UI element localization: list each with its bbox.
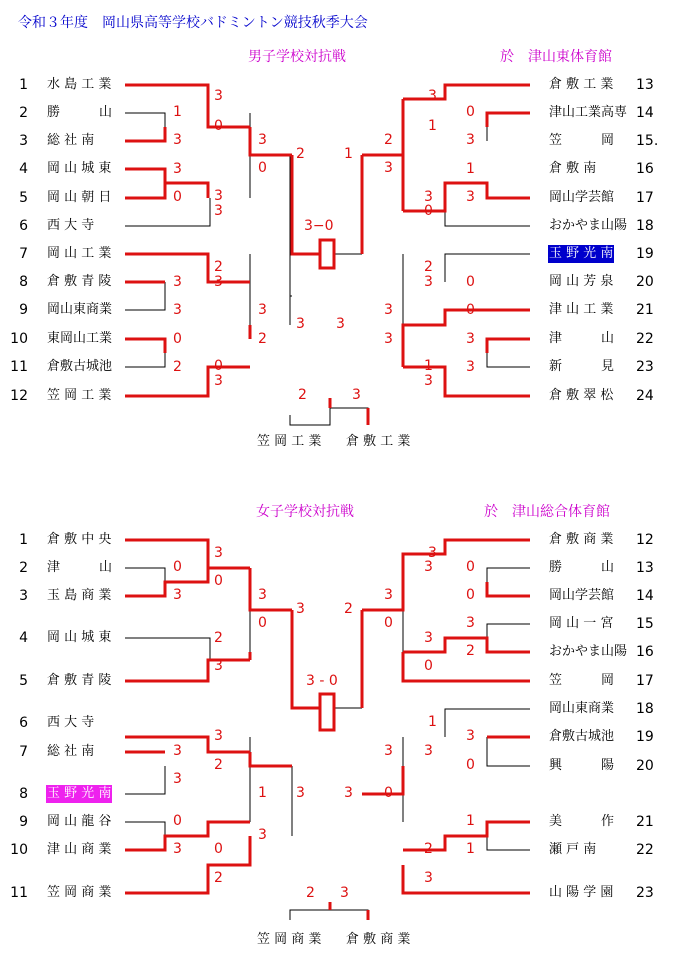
team-number: 7	[19, 246, 28, 262]
score: 0	[384, 785, 393, 801]
team-name: 倉 敷 中 央	[47, 532, 112, 547]
score: 3	[258, 587, 267, 603]
score: 0	[173, 559, 182, 575]
team-name: 倉 敷 青 陵	[47, 274, 112, 289]
team-number: 1	[19, 532, 28, 548]
team-number: 18	[636, 218, 654, 234]
score: 2	[384, 132, 393, 148]
team-name: 岡 山 一 宮	[549, 616, 614, 631]
team-number: 20	[636, 758, 654, 774]
team-number: 11	[10, 885, 28, 901]
team-number: 12	[10, 388, 28, 404]
score: 0	[424, 203, 433, 219]
score: 0	[173, 331, 182, 347]
team-name: 勝 山	[47, 105, 113, 120]
score: 3	[466, 189, 475, 205]
team-name: 岡山東商業	[549, 701, 615, 716]
team-number: 11	[10, 359, 28, 375]
team-number: 19	[636, 729, 654, 745]
team-number: 4	[19, 161, 28, 177]
team-name: 興 陽	[549, 758, 615, 773]
team-name-highlighted: 玉 野 光 南	[47, 786, 112, 801]
team-number: 10	[10, 331, 28, 347]
team-name: 岡 山 芳 泉	[549, 274, 614, 289]
score: 3	[384, 160, 393, 176]
score: 0	[214, 118, 223, 134]
score: 1	[428, 714, 437, 730]
team-name: 水 島 工 業	[47, 77, 112, 92]
team-number: 14	[636, 105, 654, 121]
score: 3	[336, 316, 345, 332]
team-number: 5	[19, 673, 28, 689]
team-name: 倉 敷 翠 松	[549, 388, 614, 403]
team-number: 9	[19, 814, 28, 830]
score: 0	[466, 587, 475, 603]
score: 0	[214, 841, 223, 857]
score: 1	[466, 841, 475, 857]
team-number: 23	[636, 359, 654, 375]
team-number: 22	[636, 842, 654, 858]
team-number: 1	[19, 77, 28, 93]
team-name: 勝 山	[549, 560, 615, 575]
team-name: おかやま山陽	[549, 218, 628, 233]
boys-third-left-team: 笠 岡 工 業	[257, 434, 322, 449]
team-name: 岡 山 城 東	[47, 161, 112, 176]
score: 3	[214, 203, 223, 219]
girls-section-label: 女子学校対抗戦	[256, 504, 354, 520]
score: 3	[466, 331, 475, 347]
score: 3	[428, 545, 437, 561]
team-name: 瀬 戸 南	[549, 842, 597, 857]
score: 0	[384, 615, 393, 631]
boys-venue: 於 津山東体育館	[500, 49, 612, 65]
team-name: 岡山学芸館	[549, 588, 615, 603]
team-name: 岡 山 城 東	[47, 630, 112, 645]
girls-third-left-score: 2	[306, 885, 315, 901]
score: 2	[214, 757, 223, 773]
score: 3	[173, 743, 182, 759]
team-number: 17	[636, 673, 654, 689]
score: 0	[424, 658, 433, 674]
team-name: 新 見	[549, 359, 615, 374]
score: 2	[344, 601, 353, 617]
score: 3	[466, 132, 475, 148]
boys-third-left-score: 2	[298, 387, 307, 403]
score: 2	[214, 870, 223, 886]
team-name: 倉 敷 青 陵	[47, 673, 112, 688]
team-name: 津 山 工 業	[549, 302, 614, 317]
team-number: 6	[19, 715, 28, 731]
team-name: 津 山	[549, 331, 615, 346]
score: 3	[424, 189, 433, 205]
score: 3	[258, 132, 267, 148]
team-number: 16	[636, 161, 654, 177]
team-name: 津山工業高専	[549, 105, 628, 120]
team-number: 3	[19, 133, 28, 149]
score: 3	[173, 771, 182, 787]
score: 3	[428, 88, 437, 104]
boys-third-right-team: 倉 敷 工 業	[346, 434, 411, 449]
score: 0	[214, 573, 223, 589]
team-number: 24	[636, 388, 654, 404]
score: 2	[296, 146, 305, 162]
score: 1	[173, 104, 182, 120]
score: 3	[424, 373, 433, 389]
score: 3	[214, 274, 223, 290]
team-number: 21	[636, 302, 654, 318]
score: 3	[344, 785, 353, 801]
team-name: おかやま山陽	[549, 644, 628, 659]
score: 3	[214, 88, 223, 104]
team-number: 10	[10, 842, 28, 858]
score: 2	[173, 359, 182, 375]
team-number: 8	[19, 274, 28, 290]
score: 0	[466, 757, 475, 773]
team-name: 総 社 南	[47, 744, 95, 759]
score: 3	[173, 274, 182, 290]
score: 3	[384, 302, 393, 318]
team-number: 18	[636, 701, 654, 717]
team-number: 16	[636, 644, 654, 660]
score: 3	[214, 545, 223, 561]
score: 3	[296, 316, 305, 332]
score: 0	[466, 559, 475, 575]
score: 1	[258, 785, 267, 801]
score: 2	[214, 259, 223, 275]
team-number: 6	[19, 218, 28, 234]
score: 2	[424, 259, 433, 275]
score: 3	[214, 728, 223, 744]
team-number: 15	[636, 616, 654, 632]
score: 3	[384, 743, 393, 759]
team-name: 玉 島 商 業	[47, 588, 112, 603]
team-name: 岡 山 龍 谷	[47, 814, 112, 829]
team-name: 美 作	[549, 814, 615, 829]
score: 3	[173, 841, 182, 857]
page-title: 令和３年度 岡山県高等学校バドミントン競技秋季大会	[18, 15, 368, 31]
team-name: 西 大 寺	[47, 218, 95, 233]
boys-final-score: 3−0	[304, 218, 334, 234]
score: 0	[258, 160, 267, 176]
score: 3	[424, 743, 433, 759]
team-number: 21	[636, 814, 654, 830]
score: 2	[466, 643, 475, 659]
team-number: 23	[636, 885, 654, 901]
score: 1	[466, 161, 475, 177]
score: 3	[214, 658, 223, 674]
team-name: 倉 敷 南	[549, 161, 597, 176]
team-name: 倉 敷 工 業	[549, 77, 614, 92]
boys-third-right-score: 3	[352, 387, 361, 403]
team-number: 13	[636, 77, 654, 93]
score: 3	[173, 132, 182, 148]
score: 2	[258, 331, 267, 347]
score: 0	[258, 615, 267, 631]
team-number: 8	[19, 786, 28, 802]
team-name: 笠 岡	[549, 133, 615, 148]
score: 3	[214, 188, 223, 204]
boys-section-label: 男子学校対抗戦	[248, 49, 346, 65]
team-name: 東岡山工業	[47, 331, 113, 346]
score: 2	[214, 630, 223, 646]
team-name: 倉 敷 商 業	[549, 532, 614, 547]
score: 3	[384, 587, 393, 603]
team-number: 2	[19, 105, 28, 121]
girls-third-right-team: 倉 敷 商 業	[346, 932, 411, 947]
team-number: 5	[19, 190, 28, 206]
score: 0	[214, 358, 223, 374]
team-number: 20	[636, 274, 654, 290]
score: 3	[173, 587, 182, 603]
team-number: 15.	[636, 133, 659, 149]
score: 3	[424, 274, 433, 290]
score: 1	[344, 146, 353, 162]
score: 3	[296, 785, 305, 801]
score: 1	[466, 813, 475, 829]
team-name: 倉敷古城池	[549, 729, 615, 744]
team-name: 山 陽 学 園	[549, 885, 614, 900]
score: 3	[258, 827, 267, 843]
score: 0	[466, 274, 475, 290]
score: 3	[258, 302, 267, 318]
team-number: 13	[636, 560, 654, 576]
score: 3	[424, 559, 433, 575]
score: 3	[466, 728, 475, 744]
team-number: 7	[19, 744, 28, 760]
team-number: 4	[19, 630, 28, 646]
score: 3	[384, 331, 393, 347]
score: 0	[466, 302, 475, 318]
score: 3	[173, 161, 182, 177]
team-name: 笠 岡 商 業	[47, 885, 112, 900]
score: 1	[428, 118, 437, 134]
team-number: 3	[19, 588, 28, 604]
team-name: 総 社 南	[47, 133, 95, 148]
score: 3	[424, 870, 433, 886]
team-name: 岡 山 工 業	[47, 246, 112, 261]
score: 3	[214, 373, 223, 389]
girls-third-right-score: 3	[340, 885, 349, 901]
score: 3	[466, 359, 475, 375]
score: 3	[424, 630, 433, 646]
girls-venue: 於 津山総合体育館	[484, 504, 610, 520]
team-name: 岡山学芸館	[549, 190, 615, 205]
team-number: 19	[636, 246, 654, 262]
team-number: 14	[636, 588, 654, 604]
score: 3	[296, 601, 305, 617]
score: 0	[466, 104, 475, 120]
team-name: 笠 岡 工 業	[47, 388, 112, 403]
team-name: 西 大 寺	[47, 715, 95, 730]
team-number: 2	[19, 560, 28, 576]
girls-final-score: 3 - 0	[306, 673, 338, 689]
team-name: 笠 岡	[549, 673, 615, 688]
girls-third-left-team: 笠 岡 商 業	[257, 932, 322, 947]
score: 1	[424, 358, 433, 374]
team-number: 17	[636, 190, 654, 206]
team-number: 22	[636, 331, 654, 347]
team-number: 12	[636, 532, 654, 548]
team-name: 岡 山 朝 日	[47, 190, 112, 205]
team-name-highlighted: 玉 野 光 南	[549, 246, 614, 261]
team-number: 9	[19, 302, 28, 318]
team-name: 岡山東商業	[47, 302, 113, 317]
score: 3	[466, 615, 475, 631]
team-name: 倉敷古城池	[47, 359, 113, 374]
team-name: 津 山	[47, 560, 113, 575]
score: 0	[173, 189, 182, 205]
score: 2	[424, 841, 433, 857]
score: 3	[173, 302, 182, 318]
team-name: 津 山 商 業	[47, 842, 112, 857]
score: 0	[173, 813, 182, 829]
